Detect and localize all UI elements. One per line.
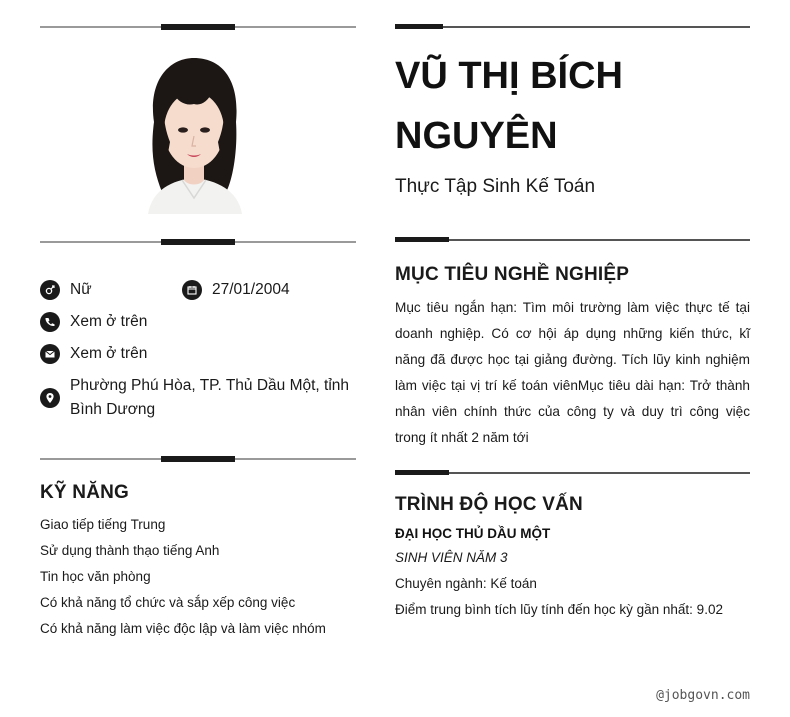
- skill-item: Giao tiếp tiếng Trung: [40, 517, 166, 532]
- objective-divider: [395, 239, 750, 241]
- address-value: Phường Phú Hòa, TP. Thủ Dầu Một, tỉnh Bình Dương: [70, 377, 350, 418]
- job-title: Thực Tập Sinh Kế Toán: [395, 176, 596, 197]
- gender-value: Nữ: [70, 281, 92, 298]
- skill-item: Sử dụng thành thạo tiếng Anh: [40, 543, 220, 558]
- right-top-divider: [395, 26, 750, 28]
- left-top-divider: [40, 26, 356, 28]
- gender-row: [40, 278, 92, 302]
- education-major: Chuyên ngành: Kế toán: [395, 576, 537, 591]
- phone-icon: [40, 312, 60, 332]
- education-level: SINH VIÊN NĂM 3: [395, 550, 508, 565]
- skill-item: Có khả năng tổ chức và sắp xếp công việc: [40, 595, 296, 610]
- mail-icon: [40, 344, 60, 364]
- watermark: @jobgovn.com: [656, 688, 750, 703]
- candidate-name: VŨ THỊ BÍCH NGUYÊN: [395, 55, 623, 157]
- education-title: TRÌNH ĐỘ HỌC VẤN: [395, 494, 583, 515]
- phone-value: Xem ở trên: [70, 313, 148, 330]
- objective-text: Mục tiêu ngắn hạn: Tìm môi trường làm việc thực tế tại doanh nghiệp. Có cơ hội áp dụng những kiến thức, kĩ năng đã được học tại giảng đường. Tích lũy kinh nghiệm làm việc tại vị trí kế toán viênMục tiêu dài hạn: Trở thành nhân viên chính thức của công ty và duy trì công việc trong ít nhất 2 năm tới: [395, 300, 750, 445]
- education-school: ĐẠI HỌC THỦ DẦU MỘT: [395, 526, 551, 541]
- skills-title: KỸ NĂNG: [40, 482, 130, 503]
- skill-item: Tin học văn phòng: [40, 569, 151, 584]
- phone-row: [40, 310, 147, 334]
- skill-item: Có khả năng làm việc độc lập và làm việc nhóm: [40, 621, 326, 636]
- left-skills-divider: [40, 458, 356, 460]
- calendar-icon: [182, 280, 202, 300]
- gender-icon: [40, 280, 60, 300]
- email-row: [40, 342, 147, 366]
- location-icon: [40, 388, 60, 408]
- avatar: [142, 52, 246, 214]
- address-row: [40, 374, 356, 422]
- objective-title: MỤC TIÊU NGHỀ NGHIỆP: [395, 264, 630, 285]
- education-divider: [395, 472, 750, 474]
- birthdate-value: 27/01/2004: [212, 281, 290, 298]
- birthdate-row: [182, 278, 290, 302]
- email-value: Xem ở trên: [70, 345, 148, 362]
- education-gpa: Điểm trung bình tích lũy tính đến học kỳ gần nhất: 9.02: [395, 602, 723, 617]
- left-photo-divider: [40, 241, 356, 243]
